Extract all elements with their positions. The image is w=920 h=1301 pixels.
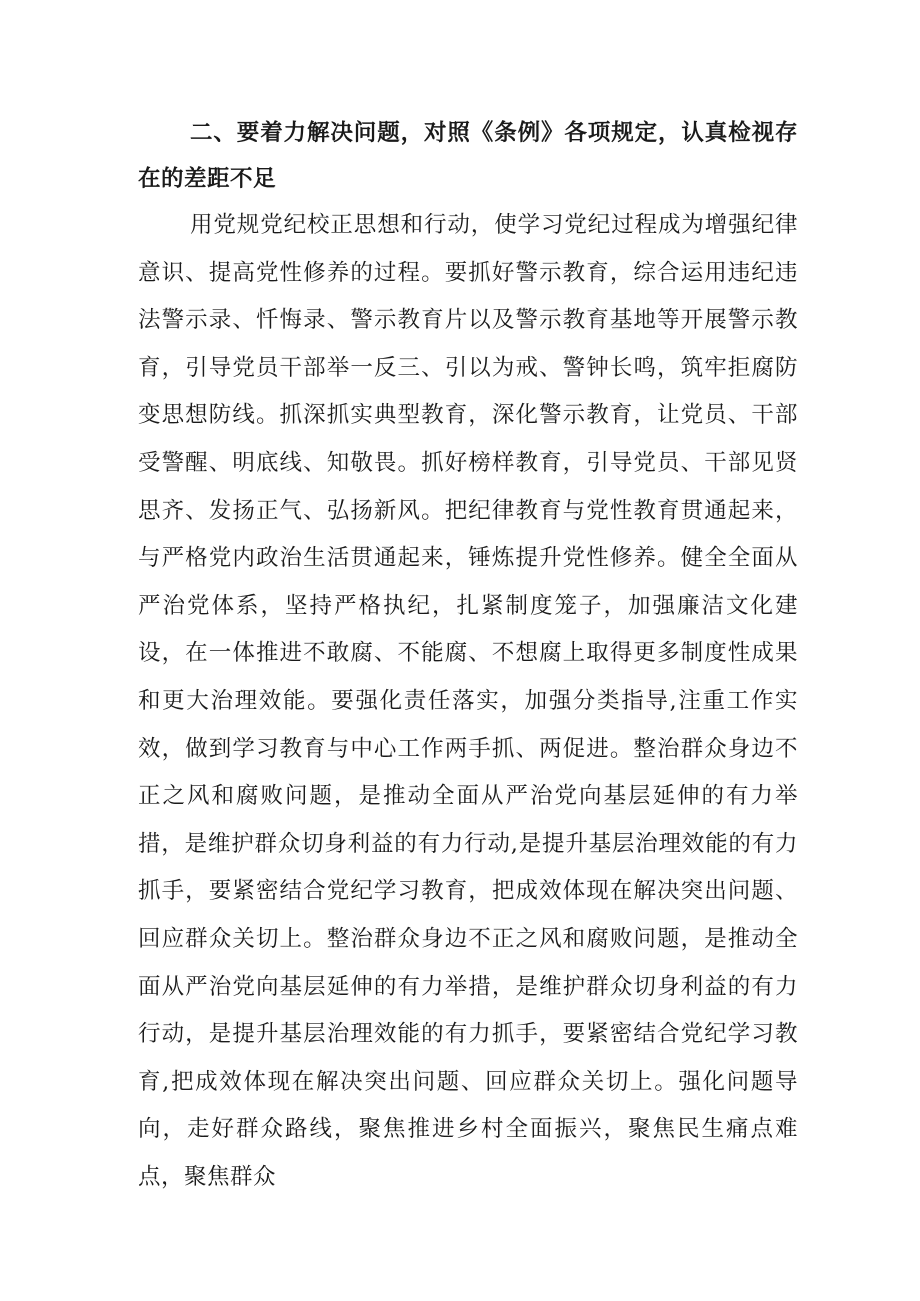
body-paragraph: 用党规党纪校正思想和行动，使学习党纪过程成为增强纪律意识、提高党性修养的过程。要抓好警示教育，综合运用违纪违法警示录、忏悔录、警示教育片以及警示教育基地等开展警示教育，引导党员干部举一反三、引以为戒、警钟长鸣，筑牢拒腐防变思想防线。抓深抓实典型教育，深化警示教育，让党员、干部受警醒、明底线、知敬畏。抓好榜样教育，引导党员、干部见贤思齐、发扬正气、弘扬新风。把纪律教育与党性教育贯通起来，与严格党内政治生活贯通起来，锤炼提升党性修养。健全全面从严治党体系，坚持严格执纪，扎紧制度笼子，加强廉洁文化建设，在一体推进不敢腐、不能腐、不想腐上取得更多制度性成果和更大治理效能。要强化责任落实，加强分类指导,注重工作实效，做到学习教育与中心工作两手抓、两促进。整治群众身边不正之风和腐败问题，是推动全面从严治党向基层延伸的有力举措，是维护群众切身利益的有力行动,是提升基层治理效能的有力抓手，要紧密结合党纪学习教育，把成效体现在解决突出问题、回应群众关切上。整治群众身边不正之风和腐败问题，是推动全面从严治党向基层延伸的有力举措，是维护群众切身利益的有力行动，是提升基层治理效能的有力抓手，要紧密结合党纪学习教育,把成效体现在解决突出问题、回应群众关切上。强化问题导向，走好群众路线，聚焦推进乡村全面振兴，聚焦民生痛点难点，聚焦群众 [138, 212, 798, 1190]
section-heading: 二、要着力解决问题，对照《条例》各项规定，认真检视存在的差距不足 [138, 120, 798, 192]
